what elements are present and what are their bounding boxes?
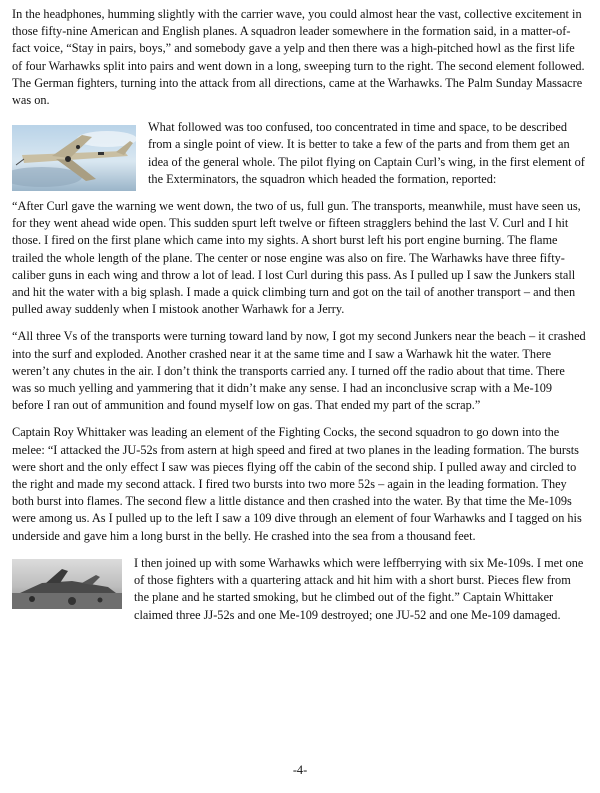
wrecked-aircraft-photo: [12, 559, 122, 609]
paragraph-3: “After Curl gave the warning we went down, the two of us, full gun. The transports, meanwhile, must have seen us, for they went ahead wide open. This sudden spurt left twelve or fifteen stragglers behind the last V. Curl and I hit those. I fired on the first plane which came into my sights. A short burst left his port engine burning. The flame trailed the whole length of the plane. The center or nose engine was also on fire. The Warhawks have three fifty-caliber guns in each wing and throw a lot of lead. I lost Curl during this pass. As I pulled up I saw the Junkers stall and hit the water with a big splash. I made a quick climbing turn and got on the tail of another transport – and then pulled away suddenly when I mistook another Warhawk for a Jerry.: [12, 199, 581, 317]
paragraph-1: In the headphones, humming slightly with the carrier wave, you could almost hear the vast, collective excitement in those fifty-nine American and English planes. A squadron leader somewhere in the formation said, in a matter-of-fact voice, “Stay in pairs, boys,” and somebody gave a yelp and then there was a high-pitched howl as the first life of four Warhawks split into pairs and went down in a long, sweeping turn to the right. The second element followed. The German fighters, turning into the attack from all directions, came at the Warhawks. The Palm Sunday Massacre was on.: [12, 7, 585, 108]
warplane-in-flight-illustration: [12, 125, 136, 191]
paragraph-5: Captain Roy Whittaker was leading an element of the Fighting Cocks, the second squadron to go down into the melee: “I attacked the JU-52s from astern at high speed and fired at two planes in the leading formation. The bursts were short and the only effect I saw was pieces flying off the cabin of the second ship. I pulled away and circled to the right and made my second attack. I fired two bursts into two more 52s – again in the leading formation. They both burst into flames. The second flew a little distance and then crashed into the water. By that time the Me-109s were among us. As I pulled up to the left I saw a 109 dive through an element of four Warhawks and I tagged on his underside and gave him a long burst in the belly. He crashed into the sea from a thousand feet.: [12, 425, 582, 543]
document-page: [12, 6, 586, 634]
paragraph-6: I then joined up with some Warhawks which were leffberrying with six Me-109s. I met one of those fighters with a quartering attack and hit him with a short burst. Pieces flew from the plane and he started smoking, but he climbed out of the fight.” Captain Whittaker claimed three JJ-52s and one Me-109 destroyed; one JU-52 and one Me-109 damaged.: [134, 555, 584, 622]
warplane-icon: [12, 125, 136, 191]
wreckage-icon: [12, 559, 122, 609]
paragraph-2: What followed was too confused, too concentrated in time and space, to be described from a single point of view. It is better to take a few of the parts and from them get an idea of the general whole. The pilot flying on Captain Curl’s wing, in the first element of the Exterminators, the squadron which headed the formation, reported:: [148, 120, 585, 186]
page-number: -4-: [292, 763, 308, 777]
paragraph-4: “All three Vs of the transports were turning toward land by now, I got my second Junkers near the beach – it crashed into the surf and exploded. Another crashed near it at the same time and I saw a Warhawk hit the water. There weren’t any chutes in the air. I don’t think the transports carried any. I turned off the radio about that time. There was so much yelling and yammering that it didn’t make any sense. I had an inconclusive scrap with a Me-109 before I ran out of ammunition and found myself low on gas. That ended my part of the scrap.”: [12, 329, 586, 413]
